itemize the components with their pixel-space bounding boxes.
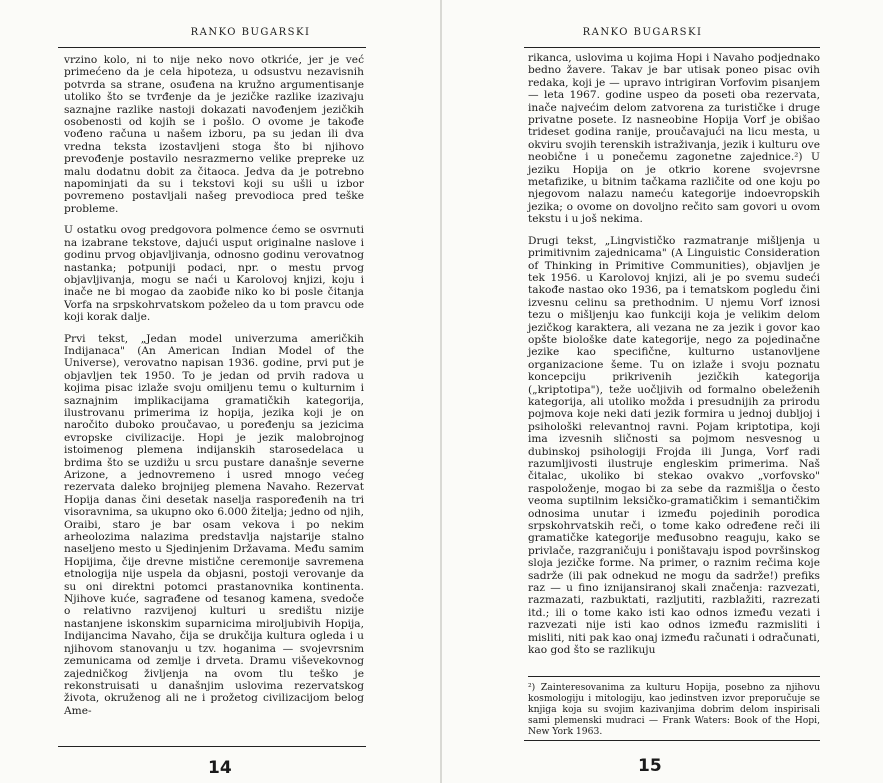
- footnote-text: ²) Zainteresovanima za kulturu Hopija, posebno za njihovu kosmologiju i mitologiju, kao jedinstven izvor preporučuje se knjiga koja su svojim kazivanjima dobrim delom inspirisali sami plemenski mudraci — Frank Waters: Book of the Hopi, New York 1963.: [528, 682, 820, 737]
- header-rule: [58, 47, 366, 48]
- paragraph: Drugi tekst, „Lingvističko razmatranje mišljenja u primitivnim zajednicama" (A Linguistic Consideration of Thinking in Primitive Communities), objavljen je tek 1956. u Karolovoj knjizi, ali je po svemu sudeći takođe nastao oko 1936, pa i tematskom pogledu čini izvesnu celinu sa prethodnim. U njemu Vorf iznosi tezu o mišljenju kao funkciji koja je velikim delom jezičkog karaktera, ali vezana ne za jezik i govor kao opšte biološke date kategorije, nego za pojedinačne jezike kao specifične, kulturno ustanovljene organizacione šeme. Tu on izlaže i svoju poznatu koncepciju prikrivenih jezičkih kategorija („kriptotipa"), teže uočljivih od formalno obeleženih kategorija, ali utoliko možda i presudnijih za prirodu pojmova koje neki dati jezik formira u jednoj dubljoj i psihološki relevantnoj ravni. Pojam kriptotipa, koji ima izvesnih sličnosti sa pojmom nesvesnog u dubinskoj psihologiji Frojda ili Junga, Vorf radi razumljivosti ilustruje engleskim primerima. Naš čitalac, ukoliko bi stekao ovakvo „vorfovsko" raspoloženje, mogao bi za sebe da razmišlja o često veoma suptilnim leksičko-gramatičkim i semantičkim odnosima unutar i između pojedinih porodica srpskohrvatskih reči, o tome kako određene reči ili gramatičke kategorije međusobno reaguju, kako se privlače, razgraničuju i poništavaju ispod površinskog sloja jezičke forme. Na primer, o raznim rečima koje sadrže (ili pak odnekud ne mogu da sadrže!) prefiks raz — u fino iznijansiranoj skali značenja: razvezati, razmazati, razbuktati, razljutiti, razblažiti, razrezati itd.; ili o tome kako isti kao odnos između vezati i razvezati nije isti kao odnos između razmisliti i misliti, niti pak kao onaj između računati i odračunati, kao god što se razlikuju: [528, 234, 820, 657]
- paragraph: U ostatku ovog predgovora polmence ćemo se osvrnuti na izabrane tekstove, dajući usput originalne naslove i godinu prvog objavljivanja, odnosno godinu verovatnog nastanka; potpuniji podaci, npr. o mestu prvog objavljivanja, mogu se naći u Karolovoj knjizi, koju i inače ne bi mogao da zaobiđe niko ko bi posle čitanja Vorfa na srpskohrvatskom poželeo da u tom pravcu ode koji korak dalje.: [64, 224, 364, 324]
- page-number: 14: [208, 758, 232, 778]
- footnote-rule: [528, 676, 820, 677]
- footer-rule: [58, 746, 366, 747]
- body-text: [64, 54, 364, 726]
- right-page: [442, 0, 883, 783]
- header-rule: [524, 47, 820, 48]
- running-header: RANKO BUGARSKI: [582, 27, 703, 38]
- footer-rule: [524, 740, 820, 741]
- page-number: 15: [638, 756, 662, 776]
- left-page: [0, 0, 441, 783]
- paragraph: rikanca, uslovima u kojima Hopi i Navaho podjednako bedno žavere. Takav je bar utisak poneo pisac ovih redaka, koji je — upravo intrigiran Vorfovim pisanjem — leta 1967. godine uspeo da poseti oba rezervata, inače najvećim delom zatvorena za turističke i druge privatne posete. Iz nasneobine Hopija Vorf je obišao trideset godina ranije, proučavajući na licu mesta, u okviru svojih terenskih istraživanja, jezik i kulturu ove neobične i u ponečemu zagonetne zajednice.²) U jeziku Hopija on je otkrio korene svojevrsne metafizike, u bitnim tačkama različite od one koju po njegovom nalazu nameću kategorije indoevropskih jezika; o ovome on dovoljno rečito sam govori u ovom tekstu i u još nekima.: [528, 52, 820, 226]
- body-text: [528, 52, 820, 666]
- paragraph: Prvi tekst, „Jedan model univerzuma američkih Indijanaca" (An American Indian Model of the Universe), verovatno napisan 1936. godine, prvi put je objavljen tek 1950. To je jedan od prvih radova u kojima pisac izlaže svoju omiljenu temu o kulturnim i saznajnim implikacijama gramatičkih kategorija, ilustrovanu primerima iz hopija, jezika koji je on naročito duboko proučavao, u poređenju sa jezicima evropske civilizacije. Hopi je jezik malobrojnog istoimenog plemena indijanskih starosedelaca u brdima što se uzdižu u srcu pustare današnje severne Arizone, a jednovremeno i usred mnogo većeg rezervata daleko brojnijeg plemena Navaho. Rezervat Hopija danas čini desetak naselja raspoređenih na tri visoravnima, sa ukupno oko 6.000 žitelja; jedno od njih, Oraibi, staro je bar osam vekova i po nekim arheolozima nalazima predstavlja najstarije stalno naseljeno mesto u Sjedinjenim Državama. Među samim Hopijima, čije drevne mistične ceremonije savremena etnologija nije uspela da objasni, postoji verovanje da su oni direktni potomci prastanovnika kontinenta. Njihove kuće, sagrađene od tesanog kamena, svedoče o relativno razvijenoj kulturi u središtu nizije nastanjene iskonskim suparnicima miroljubivih Hopija, Indijancima Navaho, čija se drukčija kultura ogleda i u njihovom stanovanju u tzv. hoganima — svojevrsnim zemunicama od zemlje i drveta. Dramu viševekovnog zajedničkog življenja na ovom tlu teško je rekonstruisati u današnjim uslovima rezervatskog života, okruženog ali ne i prožetog civilizacijom belog Ame-: [64, 332, 364, 717]
- running-header: RANKO BUGARSKI: [190, 27, 311, 38]
- footnote: [528, 682, 820, 737]
- paragraph: vrzino kolo, ni to nije neko novo otkriće, jer je već primećeno da je cela hipoteza, u odsustvu nezavisnih potvrda sa strane, osuđena na kružno argumentisanje utoliko što se tvrđenje da je jezičke razlike izazivaju saznajne razlike nastoji dokazati navođenjem jezičkih osobenosti od kojih se i pošlo. O ovome je takođe vođeno računa u našem izboru, pa su jedan ili dva vredna teksta izostavljeni stoga što bi njihovo prevođenje postavilo nesrazmerno velike prepreke uz malu dodatnu dobit za čitaoca. Jedva da je potrebno napominjati da su i tekstovi koji su ušli u izbor povremeno postavljali našeg prevodioca pred teške probleme.: [64, 54, 364, 215]
